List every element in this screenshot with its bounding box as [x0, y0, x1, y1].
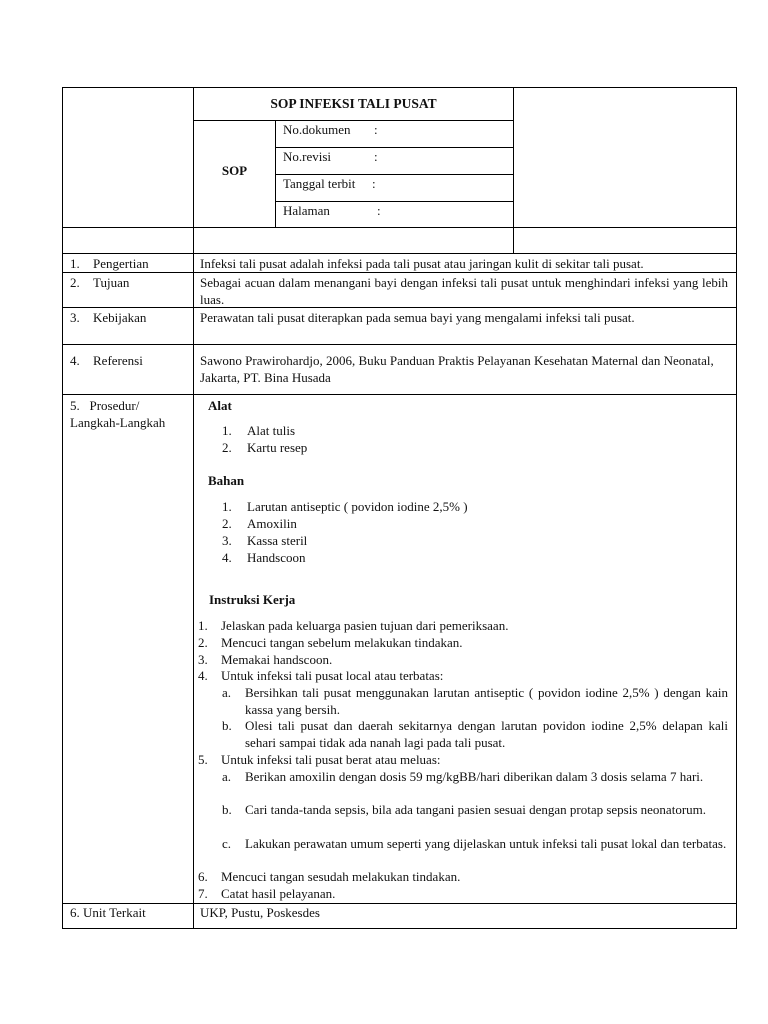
- bahan-item-number: 2.: [222, 516, 232, 531]
- row-text-tujuan: Sebagai acuan dalam menangani bayi dengan infeksi tali pusat untuk menghindari infeksi yang lebih luas.: [200, 275, 728, 307]
- instruksi-step: [198, 667, 730, 684]
- instruksi-step-text: Catat hasil pelayanan.: [221, 886, 336, 901]
- row-num-pengertian: 1.: [70, 256, 80, 271]
- field-label-revisi: No.revisi: [283, 149, 332, 164]
- bahan-item: [222, 532, 622, 549]
- row-border-prosedur: [62, 394, 737, 395]
- instruksi-step-text: Memakai handscoon.: [221, 652, 333, 667]
- instruksi-step: [198, 634, 730, 651]
- logo-cell-right: [513, 87, 737, 228]
- row-text-unit: UKP, Pustu, Poskesdes: [200, 905, 320, 920]
- field-value-tanggal: :: [372, 176, 376, 191]
- alat-item-text: Alat tulis: [247, 423, 296, 438]
- alat-item-number: 2.: [222, 440, 232, 455]
- instruksi-step: [198, 751, 730, 768]
- instruksi-heading: Instruksi Kerja: [209, 592, 296, 607]
- instruksi-substep: [222, 684, 728, 718]
- instruksi-substep-letter: a.: [222, 685, 232, 700]
- row-num-referensi: 4.: [70, 353, 80, 368]
- bahan-item-number: 3.: [222, 533, 232, 548]
- bahan-item: [222, 498, 622, 515]
- field-value-revisi: :: [374, 149, 378, 164]
- instruksi-step: [198, 868, 730, 885]
- row-num-tujuan: 2.: [70, 275, 80, 290]
- bahan-item: [222, 549, 622, 566]
- alat-item-text: Kartu resep: [247, 440, 308, 455]
- instruksi-step-number: 4.: [198, 668, 208, 683]
- instruksi-substep: [222, 801, 728, 835]
- bahan-item-number: 1.: [222, 499, 232, 514]
- instruksi-substep-text: Bersihkan tali pusat menggunakan larutan antiseptic ( povidon iodine 2,5% ) dengan kain kassa yang bersih.: [245, 685, 728, 717]
- bahan-item-text: Handscoon: [247, 550, 306, 565]
- row-border-unit: [62, 903, 737, 904]
- instruksi-step-text: Untuk infeksi tali pusat berat atau meluas:: [221, 752, 441, 767]
- logo-cell-left: [62, 87, 194, 228]
- instruksi-substep-letter: b.: [222, 718, 232, 733]
- field-value-halaman: :: [377, 203, 381, 218]
- instruksi-step-number: 5.: [198, 752, 208, 767]
- row-border-tujuan: [62, 272, 737, 273]
- row-label-referensi: Referensi: [93, 353, 143, 368]
- alat-item: [222, 439, 522, 456]
- instruksi-substep-letter: a.: [222, 769, 232, 784]
- row-text-kebijakan: Perawatan tali pusat diterapkan pada semua bayi yang mengalami infeksi tali pusat.: [200, 310, 635, 325]
- instruksi-step: [198, 651, 730, 668]
- instruksi-step: [198, 885, 730, 902]
- field-label-dokumen: No.dokumen: [283, 122, 351, 137]
- row-label-unit: 6. Unit Terkait: [70, 905, 146, 920]
- instruksi-step-text: Untuk infeksi tali pusat local atau terbatas:: [221, 668, 444, 683]
- instruksi-step-number: 7.: [198, 886, 208, 901]
- instruksi-step-text: Jelaskan pada keluarga pasien tujuan dari pemeriksaan.: [221, 618, 509, 633]
- row-label-prosedur-line1: 5. Prosedur/: [70, 398, 140, 413]
- document-title: SOP INFEKSI TALI PUSAT: [270, 96, 437, 111]
- field-value-dokumen: :: [374, 122, 378, 137]
- instruksi-step-number: 1.: [198, 618, 208, 633]
- instruksi-substep-letter: b.: [222, 802, 232, 817]
- row-label-kebijakan: Kebijakan: [93, 310, 147, 325]
- instruksi-substep-letter: c.: [222, 836, 232, 851]
- instruksi-substep: [222, 835, 728, 869]
- instruksi-substep-text: Berikan amoxilin dengan dosis 59 mg/kgBB/hari diberikan dalam 3 dosis selama 7 hari.: [245, 769, 704, 784]
- instruksi-substep-text: Lakukan perawatan umum seperti yang dijelaskan untuk infeksi tali pusat lokal dan terbatas.: [245, 836, 727, 851]
- row-text-referensi: Sawono Prawirohardjo, 2006, Buku Panduan Praktis Pelayanan Kesehatan Maternal dan Neonatal, Jakarta, PT. Bina Husada: [200, 353, 714, 385]
- spacer-row-cell: [193, 227, 514, 254]
- sop-label: SOP: [221, 163, 248, 178]
- row-label-pengertian: Pengertian: [93, 256, 149, 271]
- alat-heading: Alat: [208, 398, 232, 413]
- instruksi-step-text: Mencuci tangan sesudah melakukan tindakan.: [221, 869, 461, 884]
- bahan-heading: Bahan: [208, 473, 245, 488]
- field-label-halaman: Halaman: [283, 203, 330, 218]
- row-border-referensi: [62, 344, 737, 345]
- instruksi-substep-text: Olesi tali pusat dan daerah sekitarnya dengan larutan povidon iodine 2,5% delapan kali sehari sampai tidak ada nanah lagi pada tali pusat.: [245, 718, 728, 750]
- row-text-pengertian: Infeksi tali pusat adalah infeksi pada tali pusat atau jaringan kulit di sekitar tali pusat.: [200, 256, 644, 271]
- row-num-kebijakan: 3.: [70, 310, 80, 325]
- bahan-item-text: Larutan antiseptic ( povidon iodine 2,5% ): [247, 499, 468, 514]
- instruksi-step-number: 3.: [198, 652, 208, 667]
- field-label-tanggal: Tanggal terbit: [283, 176, 356, 191]
- alat-item: [222, 422, 522, 439]
- row-label-prosedur-line2: Langkah-Langkah: [70, 415, 166, 430]
- alat-item-number: 1.: [222, 423, 232, 438]
- bahan-item-text: Amoxilin: [247, 516, 297, 531]
- instruksi-step-number: 6.: [198, 869, 208, 884]
- instruksi-step: [198, 617, 730, 634]
- bahan-item-text: Kassa steril: [247, 533, 308, 548]
- bahan-item-number: 4.: [222, 550, 232, 565]
- instruksi-substep: [222, 717, 728, 751]
- bahan-item: [222, 515, 622, 532]
- instruksi-step-number: 2.: [198, 635, 208, 650]
- instruksi-substep-text: Cari tanda-tanda sepsis, bila ada tangani pasien sesuai dengan protap sepsis neonatorum.: [245, 802, 707, 817]
- instruksi-substep: [222, 768, 728, 802]
- instruksi-step-text: Mencuci tangan sebelum melakukan tindakan.: [221, 635, 463, 650]
- row-label-tujuan: Tujuan: [93, 275, 130, 290]
